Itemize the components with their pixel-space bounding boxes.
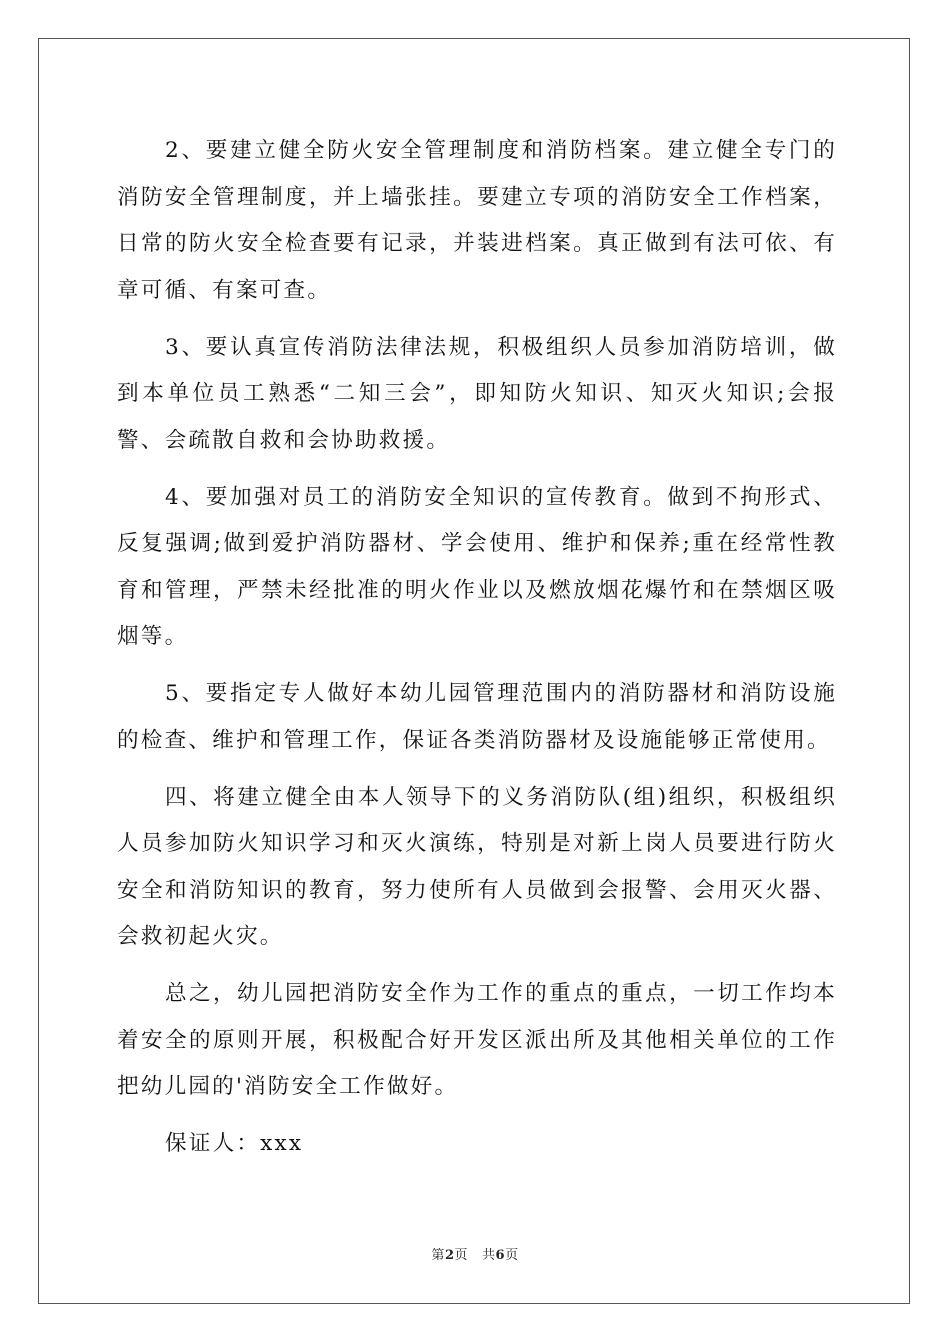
document-body <box>117 128 837 1168</box>
paragraph-volunteer-fire-team: 四、将建立健全由本人领导下的义务消防队(组)组织，积极组织人员参加防火知识学习和灭火演练，特别是对新上岗人员要进行防火安全和消防知识的教育，努力使所有人员做到会报警、会用灭火器、会救初起火灾。 <box>117 784 837 949</box>
page-total: 6 <box>495 1248 506 1263</box>
paragraph-staff-education: 4、要加强对员工的消防安全知识的宣传教育。做到不拘形式、反复强调;做到爱护消防器材、学会使用、维护和保养;重在经常性教育和管理，严禁未经批准的明火作业以及燃放烟花爆竹和在禁烟区吸烟等。 <box>117 484 837 649</box>
page-suffix: 页 <box>454 1248 468 1263</box>
total-suffix: 页 <box>505 1248 519 1263</box>
paragraph-fire-safety-records: 2、要建立健全防火安全管理制度和消防档案。建立健全专门的消防安全管理制度，并上墙张挂。要建立专项的消防安全工作档案，日常的防火安全检查要有记录，并装进档案。真正做到有法可依、有章可循、有案可查。 <box>117 138 837 303</box>
page-current: 2 <box>444 1248 455 1263</box>
paragraph-equipment-maintenance: 5、要指定专人做好本幼儿园管理范围内的消防器材和消防设施的检查、维护和管理工作，保证各类消防器材及设施能够正常使用。 <box>117 681 837 753</box>
paragraph-conclusion: 总之，幼儿园把消防安全作为工作的重点的重点，一切工作均本着安全的原则开展，积极配合好开发区派出所及其他相关单位的工作把幼儿园的'消防安全工作做好。 <box>117 981 837 1099</box>
total-prefix: 共 <box>482 1248 496 1263</box>
page-prefix: 第 <box>431 1248 445 1263</box>
paragraph-fire-law-training: 3、要认真宣传消防法律法规，积极组织人员参加消防培训，做到本单位员工熟悉“二知三会”，即知防火知识、知灭火知识;会报警、会疏散自救和会协助救援。 <box>117 334 837 453</box>
page-footer <box>0 1247 950 1265</box>
signature-line: 保证人：xxx <box>165 1131 304 1156</box>
